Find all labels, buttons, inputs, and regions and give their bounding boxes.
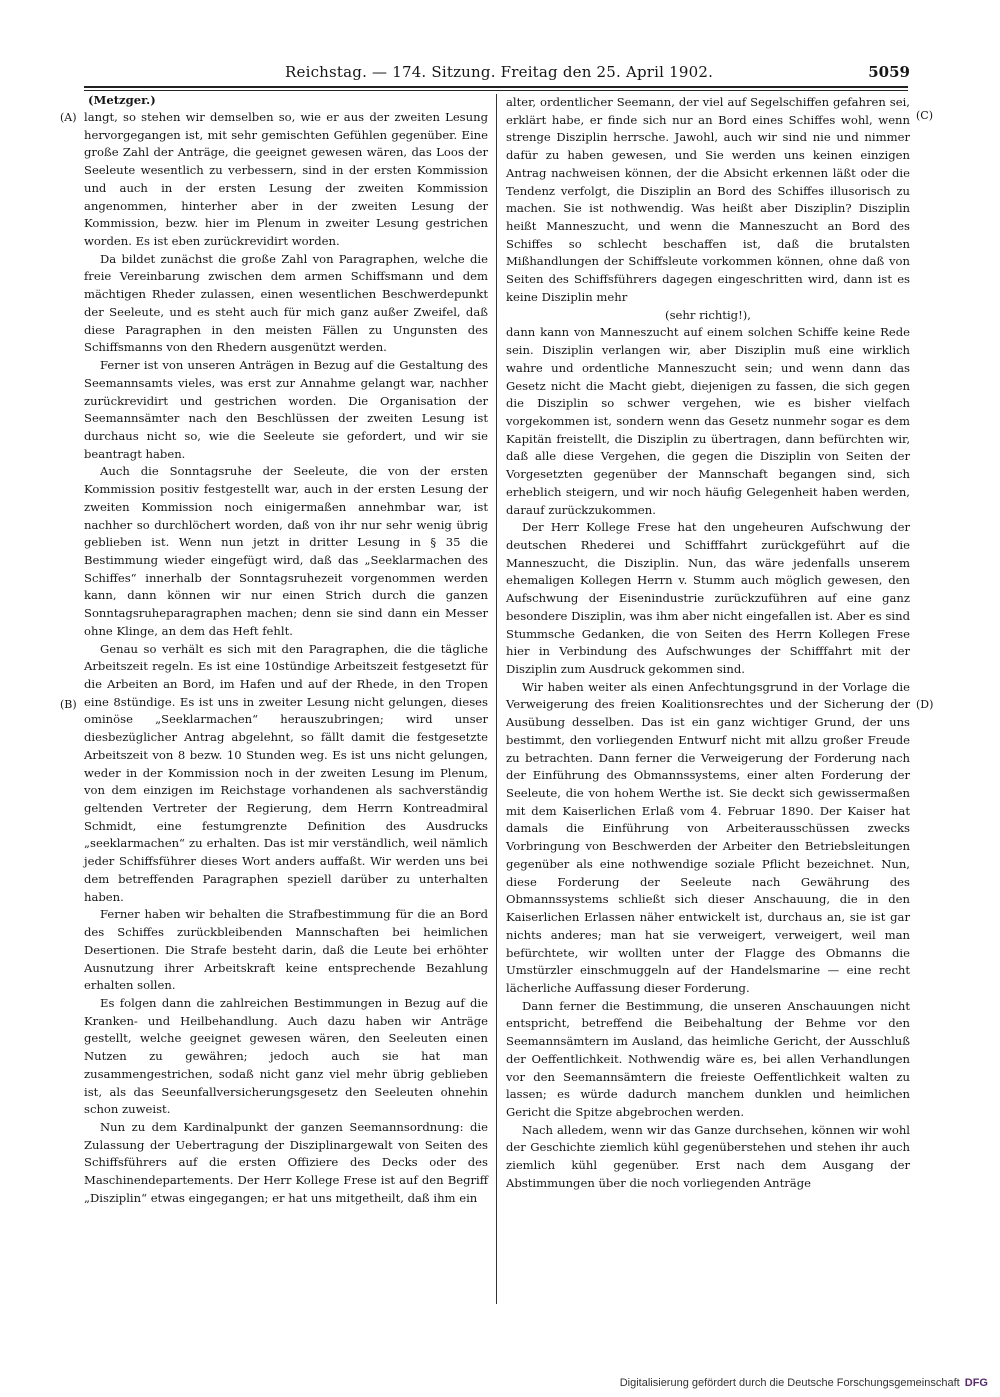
speaker-name: (Metzger.) [88,93,156,107]
margin-marker-a: (A) [60,111,77,124]
paragraph: Es folgen dann die zahlreichen Bestimmungen in Bezug auf die Kranken- und Heilbehandlung. Auch dazu haben wir Anträge gestellt, welche geeignet gewesen wären, den Seeleuten einen Nutzen zu gewähren; jedoch auch sie hat man zusammengestrichen, sodaß nicht ganz viel mehr übrig geblieben ist, als das Seeunfallversicherungsgesetz den Seeleuten ohnehin schon zuweist. [84,995,488,1117]
paragraph: dann kann von Manneszucht auf einem solchen Schiffe keine Rede sein. Disziplin verlangen wir, aber Disziplin muß eine wirklich wahre und ordentliche Manneszucht sein; und wenn dann das Gesetz nicht die Macht giebt, diejenigen zu fassen, die sich gegen die Disziplin so schwer vergehen, wie es bisher vielfach vorgekommen ist, sondern wenn das Gesetz nunmehr sogar es dem Kapitän freistellt, die Disziplin zu übertragen, dann befürchten wir, daß alle diese Vergehen, die gegen die Disziplin von Seiten der Vorgesetzten gegenüber der Mannschaft begangen sind, sich erheblich steigern, und wir noch häufig Gelegenheit haben werden, darauf zurückzukommen. [506,325,910,517]
interjection: (sehr richtig!), [665,307,751,322]
right-column [506,94,910,1260]
page-header [80,60,910,84]
running-title: Reichstag. — 174. Sitzung. Freitag den 25. April 1902. [285,63,714,81]
paragraph: Auch die Sonntagsruhe der Seeleute, die von der ersten Kommission positiv festgestellt war, auch in der ersten Lesung der zweiten Kommission noch einigermaßen annehmbar war, ist nachher so durchlöchert worden, daß von ihr nur sehr wenig übrig geblieben ist. Wenn nun jetzt in dritter Lesung in § 35 die Bestimmung wieder eingefügt wird, daß das „Seeklarmachen des Schiffes“ innerhalb der Sonntagsruhezeit vorgenommen werden kann, dann können wir nur einen Strich durch die ganzen Sonntagsruheparagraphen machen; denn sie sind dann ein Messer ohne Klinge, an dem das Heft fehlt. [84,464,488,638]
paragraph: langt, so stehen wir demselben so, wie er aus der zweiten Lesung hervorgegangen ist, mit sehr gemischten Gefühlen gegenüber. Eine große Zahl der Anträge, die geeignet gewesen wären, das Loos der Seeleute wesentlich zu verbessern, sind in der ersten Kommission und auch in der ersten Lesung der zweiten Kommission angenommen, hinterher aber in der zweiten Lesung der Kommission, bezw. hier im Plenum in zweiter Lesung gestrichen worden. Es ist eben zurückrevidirt worden. [84,110,488,249]
left-column [84,109,488,1205]
dfg-logo: DFG [964,1377,988,1389]
paragraph: alter, ordentlicher Seemann, der viel auf Segelschiffen gefahren sei, erklärt habe, er finde sich nur an Bord eines Schiffes wohl, wenn strenge Disziplin herrsche. Jawohl, auch wir sind nie und nimmer dafür zu haben gewesen, und Sie werden uns keinen einzigen Antrag nachweisen können, der die Absicht erkennen läßt oder die Tendenz verfolgt, die Disziplin an Bord des Schiffes illusorisch zu machen. Sie ist nothwendig. Was heißt aber Disziplin? Disziplin heißt Manneszucht, und wenn die Manneszucht an Bord des Schiffes so schlecht beschaffen ist, daß die brutalsten Mißhandlungen der Schiffsleute vorkommen können, ohne daß von Seiten des Schiffsführers dagegen eingeschritten wird, dann ist es keine Disziplin mehr [506,95,910,304]
credit-text: Digitalisierung gefördert durch die Deutsche Forschungsgemeinschaft [619,1377,960,1389]
paragraph: Ferner haben wir behalten die Strafbestimmung für die an Bord des Schiffes zurückbleibenden Mannschaften bei heimlichen Desertionen. Die Strafe besteht darin, daß die Leute bei erhöhter Ausnutzung ihrer Arbeitskraft keine entsprechende Bezahlung erhalten sollen. [84,907,488,993]
paragraph: Genau so verhält es sich mit den Paragraphen, die die tägliche Arbeitszeit regeln. Es ist eine 10stündige Arbeitszeit festgesetzt für die Arbeiten an Bord, im Hafen und auf der Rhede, in den Tropen eine 8stündige. Es ist uns in zweiter Lesung nicht gelungen, dieses ominöse „Seeklarmachen“ herauszubringen; wird unser diesbezüglicher Antrag abgelehnt, so fällt damit die festgesetzte Arbeitszeit von 8 bezw. 10 Stunden weg. Es ist uns nicht gelungen, weder in der Kommission noch in der zweiten Lesung im Plenum, von dem einzigen im Reichstage vorhandenen als sachverständig geltenden Vertreter der Regierung, dem Herrn Kontreadmiral Schmidt, eine festumgrenzte Definition des Ausdrucks „seeklarmachen“ zu erhalten. Das ist mir verständlich, weil nämlich jeder Schiffsführer dieses Wort anders auffaßt. Wir werden uns bei dem betreffenden Paragraphen speziell darüber zu unterhalten haben. [84,641,488,904]
header-rule-thin [84,90,908,91]
paragraph: Ferner ist von unseren Anträgen in Bezug auf die Gestaltung des Seemannsamts vieles, was erst zur Annahme gelangt war, nachher zurückrevidirt und gestrichen worden. Die Organisation der Seemannsämter nach den Beschlüssen der zweiten Lesung ist durchaus nicht so, wie die Seeleute sie gefordert, und wir sie beantragt haben. [84,358,488,461]
paragraph: Dann ferner die Bestimmung, die unseren Anschauungen nicht entspricht, betreffend die Beibehaltung der Behme vor den Seemannsämtern im Ausland, das heimliche Gericht, der Ausschluß der Oeffentlichkeit. Nothwendig wäre es, bei allen Verhandlungen vor den Seemannsämtern die freieste Oeffentlichkeit walten zu lassen; es würde dadurch manchem dunklen und heimlichen Gericht die Spitze abgebrochen werden. [506,998,910,1119]
margin-marker-d: (D) [916,698,934,711]
paragraph: Wir haben weiter als einen Anfechtungsgrund in der Vorlage die Verweigerung des freien Koalitionsrechtes und der Sicherung der Ausübung desselben. Das ist ein ganz wichtiger Grund, der uns bestimmt, den vorliegenden Entwurf nicht mit allzu großer Freude zu betrachten. Dann ferner die Verweigerung der Forderung nach der Einführung des Obmannssystems, einer alten Forderung der Seeleute, die von hohem Werthe ist. Sie deckt sich gewissermaßen mit dem Kaiserlichen Erlaß vom 4. Februar 1890. Der Kaiser hat damals die Einführung von Arbeiterausschüssen zwecks Vorbringung von Beschwerden der Arbeiter den Betriebsleitungen gegenüber als eine nothwendige soziale Pflicht bezeichnet. Nun, diese Forderung der Seeleute nach Gewährung des Obmannssystems schließt sich dieser Anschauung, die in den Kaiserlichen Erlassen näher entwickelt ist, durchaus an, sie ist gar nichts anderes; man hat sie verweigert, verweigert, weil man befürchtete, wir wollten unter der Flagge des Obmanns die Umstürzler einschmuggeln auf der Handelsmarine — eine recht lächerliche Auffassung dieser Forderung. [506,679,910,995]
digitization-credit [620,1377,988,1389]
column-divider [496,94,497,1304]
paragraph: Nun zu dem Kardinalpunkt der ganzen Seemannsordnung: die Zulassung der Uebertragung der Disziplinargewalt von Seiten des Schiffsführers auf die ersten Offiziere des Decks oder des Maschinendepartements. Der Herr Kollege Frese ist auf den Begriff „Disziplin“ etwas eingegangen; er hat uns mitgetheilt, daß ihm ein [84,1119,488,1205]
margin-marker-c: (C) [916,109,933,122]
paragraph: Der Herr Kollege Frese hat den ungeheuren Aufschwung der deutschen Rhederei und Schifffahrt zurückgeführt auf die Manneszucht, die Disziplin. Nun, das wäre jedenfalls unserem ehemaligen Kollegen Herrn v. Stumm auch möglich gewesen, den Aufschwung der Eisenindustrie zurückzuführen auf eine ganz besondere Disziplin, was ihm aber nicht eingefallen ist. Aber es sind Stummsche Gedanken, die von Seiten des Herrn Kollegen Frese hier in Verbindung des Aufschwunges der Schifffahrt mit der Disziplin zum Ausdruck gekommen sind. [506,520,910,676]
page-number: 5059 [868,63,910,81]
header-rule [84,86,908,88]
margin-marker-b: (B) [60,698,77,711]
paragraph: Da bildet zunächst die große Zahl von Paragraphen, welche die freie Vereinbarung zwischen dem armen Schiffsmann und dem mächtigen Rheder zulassen, einen wesentlichen Beschwerdepunkt der Seeleute, und es steht auch für mich ganz außer Zweifel, daß diese Paragraphen in den meisten Fällen zu Ungunsten des Schiffsmanns von den Rhedern ausgenützt werden. [84,251,488,355]
paragraph: Nach alledem, wenn wir das Ganze durchsehen, können wir wohl der Geschichte ziemlich kühl gegenüberstehen und stehen ihr auch ziemlich kühl gegenüber. Erst nach dem Ausgang der Abstimmungen über die noch vorliegenden Anträge [506,1122,910,1190]
